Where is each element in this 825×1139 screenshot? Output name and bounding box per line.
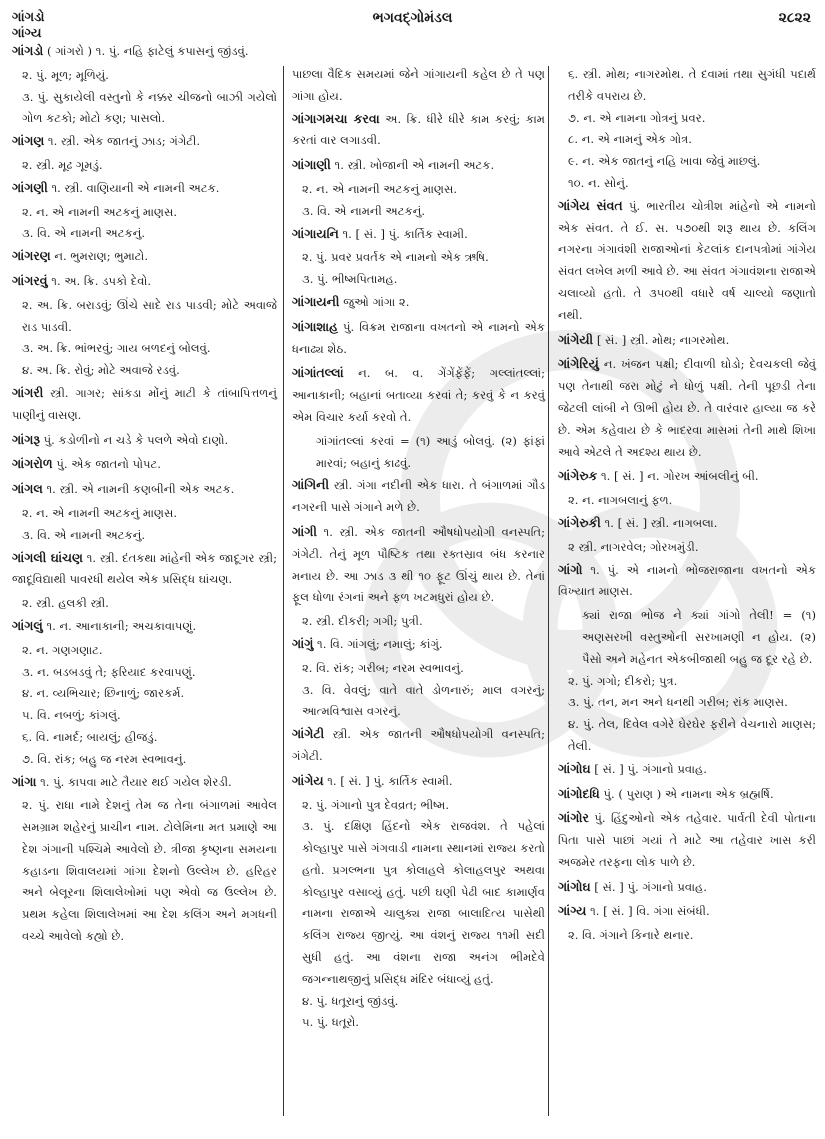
dictionary-entry	[558, 329, 816, 352]
definition-text: ૧. [ સં. ] પું. કાર્તિક સ્વામી.	[327, 773, 453, 788]
dictionary-entry	[292, 108, 545, 153]
definition-text: ૧. [ સં. ] સ્ત્રી. નાગબલા.	[604, 515, 718, 530]
definition-text: પું. વિક્રમ રાજાના વખતનો એ નામનો એક ધનાઢ્ય શેઠ.	[292, 319, 545, 356]
sense-definition: ૪. પું. ધતૂરાનું જીંડવું.	[302, 993, 399, 1008]
definition-text: ૧. પું. કાપવા માટે તૈયાર થઈ ગયેલ શેરડી.	[40, 774, 232, 789]
definition-text: [ સં. ] પું. ગંગાનો પ્રવાહ.	[594, 761, 707, 776]
definition-text: પું. કડોળીનો ન ચડે કે પલળે એવો દાણો.	[43, 432, 229, 447]
headword: ગાંગેટી	[292, 726, 325, 742]
dictionary-entry	[558, 876, 816, 899]
definition-text: ૧. સ્ત્રી. એક જાતનું ઝાડ; ગંગેટી.	[47, 134, 201, 149]
sense-definition: ૩. પું. ભીષ્મપિતામહ.	[302, 272, 398, 287]
definition-text: પું. એક જાતનો પોપટ.	[56, 457, 161, 472]
dictionary-entry	[558, 559, 816, 604]
continued-paragraph: પાછલા વૈદિક સમયમાં જેને ગાંગાયની કહેલ છે તે પણ ગાંગા હોય.	[292, 67, 545, 103]
headword: ગાંગરોળ	[12, 456, 53, 472]
definition-text: ૧. [ સં. ] પું. કાર્તિક સ્વામી.	[342, 226, 468, 241]
sense-definition: ૩. પું. તન, મન અને ધનથી ગરીબ; રાંક માણસ.	[568, 695, 788, 710]
sense-definition: ૨. વિ. ગંગાને કિનારે થનાર.	[568, 928, 694, 943]
sense-definition: ૩. વિ. એ નામની અટકનું.	[302, 203, 426, 218]
sense-definition: ૨. સ્ત્રી. દીકરી; ગગી; પુત્રી.	[302, 614, 423, 629]
headword: ગાંગેય	[292, 772, 324, 788]
column-3	[558, 64, 816, 947]
dictionary-entry	[292, 474, 545, 519]
column-divider	[548, 66, 549, 1116]
definition-text: જુઓ ગાંગા ૨.	[343, 294, 410, 309]
headword: ગાંગેરિયું	[558, 356, 599, 372]
dictionary-entry	[292, 154, 545, 177]
dictionary-entry	[292, 521, 545, 609]
sense-definition: ૨. ન. એ નામની અટકનું માણસ.	[22, 505, 178, 520]
headword: ગાંગલ	[12, 481, 43, 497]
definition-text: પું. ( પુરાણ ) એ નામના એક બ્રહ્મર્ષિ.	[603, 786, 774, 801]
headword: ગાંગોર	[558, 810, 589, 826]
headword: ગાંગરવું	[12, 272, 48, 288]
definition-text: ૧. સ્ત્રી. એ નામની કણબીની એક અટક.	[46, 482, 235, 497]
definition-text: પું. હિંદુઓનો એક તહેવાર. પાર્વતી દેવી પોતાના પિતા પાસે પાછાં ગયાં તે માટે આ તહેવાર ખાસ કરી અજમેર તરફના લોક પાળે છે.	[558, 811, 817, 869]
definition-text: ૧. સ્ત્રી. ખોજાની એ નામની અટક.	[334, 158, 495, 173]
sense-definition: ૨. પું. ગગો; દીકરો; પુત્ર.	[568, 673, 678, 688]
sense-definition: ૨. અ. ક્રિ. બરાડવું; ઊંચે સાદે રાડ પાડવી; મોટે અવાજે રાડ પાડવી.	[22, 297, 277, 334]
sense-definition: ૪. અ. ક્રિ. રોવું; મોટે અવાજે રડવું.	[22, 363, 180, 378]
headword: ગાંગડો	[12, 43, 44, 58]
definition-text: ૧. ન. આનાકાની; અચકાવાપણું.	[46, 618, 197, 633]
dictionary-entry	[12, 771, 277, 794]
dictionary-entry	[12, 245, 277, 268]
headword: ગાંગલું	[12, 617, 43, 633]
dictionary-entry	[12, 615, 277, 638]
headword: ગાંગેયી	[558, 331, 594, 347]
dictionary-entry	[558, 783, 816, 806]
headword: ગાંગોઘ	[558, 760, 591, 776]
headword: ગાંગ્ય	[558, 903, 587, 919]
dictionary-entry	[292, 633, 545, 656]
dictionary-entry	[558, 900, 816, 923]
headword: ગાંગિની	[292, 477, 330, 493]
page-header	[0, 0, 825, 40]
sense-definition: ૯. ન. એક જાતનું નહિ ખાવા જેવું માછલું.	[568, 154, 761, 169]
sense-definition: ૨. વિ. રાંક; ગરીબ; નરમ સ્વભાવનું.	[302, 660, 464, 675]
page-number: ૨૮૨૨	[778, 10, 811, 26]
idiom-usage: ગાંગાંતલ્લાં કરવાં = (૧) આડું બોલવું. (૨) ફાંફાં મારવાં; બહાનું કાઢવું.	[316, 433, 545, 470]
sense-definition: ૩. અ. ક્રિ. ભાંભરવું; ગાય બળદનું બોલવું.	[22, 341, 211, 356]
definition-text: અ. ક્રિ. ધીરે ધીરે કામ કરવું; કામ કરતાં વાર લગાડવી.	[292, 111, 545, 148]
dictionary-entry	[558, 353, 816, 463]
headword: ગાંગાયની	[292, 293, 340, 309]
definition-text: સ્ત્રી. ગાગર; સાંકડા મોંનું માટી કે તાંબાપિત્તળનું પાણીનું વાસણ.	[12, 385, 277, 422]
dictionary-entry	[12, 547, 277, 592]
headword: ગાંગરી	[12, 384, 44, 400]
definition-text: ન. ખંજન પક્ષી; દીવાળી ઘોડો; દેવચકલી જેવું પણ તેનાથી જરા મોટું ને ધોળું પક્ષી. તેની પૂછડી તેના જેટલી લાંબી ને ઊભી હોય છે. તે વારંવાર હાલ્યા જ કરે છે. એમ કહેવાય છે કે ભાદરવા માસમાં તેની માથે શિખા આવે એટલે તે અદશ્ય થાય છે.	[558, 357, 817, 459]
sense-definition: ૩. ન. બડબડવું તે; ફરિયાદ કરવાપણું.	[22, 664, 196, 679]
headword: ગાંગેરુક	[558, 468, 598, 484]
dictionary-entry	[12, 478, 277, 501]
sense-definition: ૨ સ્ત્રી. નાગરવેલ; ગોરખમુંડી.	[568, 539, 699, 554]
sense-definition: ૩. વિ. એ નામની અટકનું.	[22, 527, 146, 542]
definition-text: ન. બ. વ. ગેંગેંફેંફેં; ગલ્લાંતલ્લાં; આનાકાની; બહાનાં બતાવ્યા કરવાં તે; કરવું કે ન કરવું એમ વિચાર કર્યા કરવો તે.	[292, 366, 546, 424]
idiom-usage: ક્યાં રાજા ભોજ ને ક્યાં ગાંગો તેલી! = (૧) અણસરખી વસ્તુઓની સરખામણી ન હોય. (૨) પૈસો અને મહેનત એકબીજાથી બહુ જ દૂર રહે છે.	[582, 608, 816, 666]
dictionary-entry	[12, 429, 277, 452]
column-2	[292, 64, 545, 1034]
headword: ગાંગેય સંવત	[558, 197, 623, 213]
sense-definition: ૨. ન. ગણગણાટ.	[22, 642, 103, 657]
definition-text: ૧. સ્ત્રી. વાણિયાની એ નામની અટક.	[51, 180, 220, 195]
definition-text: [ સં. ] પું. ગંગાનો પ્રવાહ.	[594, 879, 707, 894]
headword: ગાંગેરુકી	[558, 514, 601, 530]
sense-definition: ૪. ન. વ્યભિચાર; છિનાળું; જારકર્મ.	[22, 686, 185, 701]
sense-definition: ૨. ન. નાગબલાનું ફળ.	[568, 493, 673, 508]
dictionary-entry	[292, 291, 545, 314]
headword: ગાંગાશાહ	[292, 318, 338, 334]
headword: ગાંગાગમચા કરવા	[292, 110, 380, 126]
headword: ગાંગી	[292, 523, 317, 539]
sense-definition: ૩. પું. દક્ષિણ હિંદનો એક રાજવંશ. તે પહેલાં કોલ્હાપુર પાસે ગંગવાડી નામના સ્થાનમાં રાજ્ય કરતો હતો. પ્રગલ્ભના પુત્ર કોલાહલે કોલાહલપુર અથવા કોલ્હાપુર વસાવ્યું હતું. પછી ઘણી પેઢી બાદ કામાર્ણવ નામના રાજાએ ચાલુક્ય રાજા બાલાદિત્ય પાસેથી કલિંગ રાજ્ય જીત્યું. આ વંશનું રાજ્ય ૧૧મી સદી સુધી હતું. આ વંશના રાજા અનંગ ભીમદેવે જગન્નાથજીનું પ્રસિદ્ધ મંદિર બંધાવ્યું હતું.	[302, 819, 545, 986]
definition-text: ૧. વિ. ગાંગલું; નમાલું; કાંગું.	[317, 636, 443, 651]
definition-text: [ સં. ] સ્ત્રી. મોથ; નાગરમોથ.	[596, 332, 730, 347]
definition-text: ૧. સ્ત્રી. એક જાતની ઔષધોપયોગી વનસ્પતિ; ગંગેટી. તેનું મૂળ પૌષ્ટિક તથા રક્તસ્રાવ બંધ કરનાર મનાય છે. આ ઝાડ ૩ થી ૧૦ ફૂટ ઊંચું થાય છે. તેનાં ફૂલ ધોળા રંગનાં અને ફળ ખટમધુરાં હોય છે.	[292, 524, 546, 605]
dictionary-entry	[558, 195, 816, 327]
column-divider	[283, 66, 284, 1116]
sense-definition: ૨. સ્ત્રી. હલકી સ્ત્રી.	[22, 596, 109, 611]
headword: ગાંગણ	[12, 133, 45, 149]
sense-definition: ૨. પું. રાધા નામે દેશનું તેમ જ તેના બંગાળમાં આવેલ સમગ્રામ શહેરનું પ્રાચીન નામ. ટોલેમિના મત પ્રમાણે આ દેશ ગંગાની પશ્ચિમે આવેલો છે. ત્રીજા કૃષ્ણના સમયના કહાડના શિવાલયમાં ગાંગા દેશનો ઉલ્લેખ છે. હરિહર અને બેલૂરના શિલાલેખોમાં પણ એવો જ ઉલ્લેખ છે. પ્રથમ કહેલા શિલાલેખમાં આ દેશ કલિંગ અને મગધની વચ્ચે આવેલો કહ્યો છે.	[22, 798, 277, 944]
headword: ગાંગરૂ	[12, 431, 40, 447]
guide-word-first: ગાંગડો	[12, 10, 45, 25]
dictionary-entry	[12, 130, 277, 153]
sense-definition: ૨. ન. એ નામની અટકનું માણસ.	[302, 181, 458, 196]
definition-text: ૧. [ સં. ] વિ. ગંગા સંબંધી.	[590, 904, 710, 919]
dictionary-entry	[558, 465, 816, 488]
dictionary-entry	[12, 177, 277, 200]
sense-definition: ૨. ન. એ નામની અટકનું માણસ.	[22, 204, 178, 219]
headword: ગાંગાયનિ	[292, 225, 339, 241]
definition-text: ૧. [ સં. ] ન. ગોરખ આંબલીનું બી.	[601, 469, 759, 484]
definition-text: પું. ભારતીય ચોત્રીશ માંહેનો એ નામનો એક સંવત. તે ઈ. સ. ૫૭૦થી શરૂ થાય છે. કલિંગ નગરના ગંગાવંશી રાજાઓનાં કેટલાંક દાનપત્રોમાં ગાંગેય સંવત લખેલ મળી આવે છે. આ સંવત ગંગાવંશના રાજાએ ચલાવ્યો હતો. તે ૩૫૦થી વધારે વર્ષ ચાલ્યો જણાતો નથી.	[558, 198, 816, 322]
headword: ગાંગો	[558, 561, 583, 577]
dictionary-entry	[558, 758, 816, 781]
guide-word-last: ગાંગ્ય	[12, 26, 42, 41]
dictionary-entry	[558, 807, 816, 873]
page-title: ભગવદ્ગોમંડલ	[372, 10, 453, 26]
headword: ગાંગાણી	[292, 157, 331, 173]
headword: ગાંગોઘ	[558, 878, 591, 894]
definition-text: ૧. પું. એ નામનો ભોજરાજાના વખતનો એક વિખ્યાત માણસ.	[558, 562, 817, 599]
definition-text: ( ગાંગરો ) ૧. પું. નહિ ફાટેલું કપાસનું જીંડવું.	[47, 44, 249, 58]
sense-definition: ૩. પું. સુકાયેલી વસ્તુનો કે નક્કર ચીજનો બાઝી ગયેલો ગોળ કટકો; મોટો કણ; પાસલો.	[22, 89, 277, 126]
sense-definition: ૩. વિ. એ નામની અટકનું.	[22, 226, 146, 241]
sense-definition: ૪. પું. તેલ, દિવેલ વગેરે ઘેરઘેર ફરીને વેચનારો માણસ; તેલી.	[568, 717, 816, 753]
sense-definition: ૨. પું. મૂળ; મૂળિયું.	[22, 67, 109, 82]
dictionary-entry	[292, 316, 545, 361]
definition-text: ૧. સ્ત્રી. દંતકથા માંહેની એક જાદૂગર સ્ત્રી; જાદૂવિદ્યાથી પાવરધી થયેલ એક પ્રસિદ્ધ ઘાંચણ.	[12, 550, 277, 587]
sense-definition: ૧૦. ન. સોનું.	[568, 175, 629, 190]
dictionary-entry	[12, 270, 277, 293]
dictionary-entry	[12, 453, 277, 476]
dictionary-entry	[558, 512, 816, 535]
column-1	[12, 40, 277, 948]
dictionary-entry	[292, 223, 545, 246]
headword: ગાંગોદધિ	[558, 785, 600, 801]
dictionary-entry	[292, 362, 545, 428]
dictionary-entry	[292, 770, 545, 793]
sense-definition: ૫. પું. ધતૂરો.	[302, 1015, 360, 1030]
headword: ગાંગાંતલ્લાં	[292, 365, 344, 381]
sense-definition: ૨. પું. ગંગાનો પુત્ર દેવવ્રત; ભીષ્મ.	[302, 797, 450, 812]
sense-definition: ૨. પું. પ્રવર પ્રવર્તક એ નામનો એક ઋષિ.	[302, 250, 489, 265]
headword: ગાંગું	[292, 635, 314, 651]
definition-text: ૧. અ. ક્રિ. ડપકો દેવો.	[51, 273, 152, 288]
sense-definition: ૨. સ્ત્રી. મૂઢ ગૂમડું.	[22, 157, 103, 172]
sense-definition: ૬. સ્ત્રી. મોથ; નાગરમોથ. તે દવામાં તથા સુગંધી પદાર્થ તરીકે વપરાય છે.	[568, 67, 816, 103]
headword: ગાંગા	[12, 773, 37, 789]
headword: ગાંગરણ	[12, 248, 51, 264]
sense-definition: ૫. વિ. નબળું; કાંગલું.	[22, 708, 121, 723]
dictionary-entry	[292, 723, 545, 768]
sense-definition: ૩. વિ. વેવલું; વાતે વાતે ડોળનારું; માલ વગરનું; આત્મવિશ્વાસ વગરનું.	[302, 682, 545, 719]
sense-definition: ૭. ન. એ નામના ગોત્રનું પ્રવર.	[568, 110, 706, 125]
headword: ગાંગણી	[12, 179, 48, 195]
sense-definition: ૭. વિ. રાંક; બહુ જ નરમ સ્વભાવનું.	[22, 751, 187, 766]
sense-definition: ૬. વિ. નામર્દ; બાયલું; હીજડું.	[22, 729, 158, 744]
definition-text: સ્ત્રી. એક જાતની ઔષધોપયોગી વનસ્પતિ; ગંગેટી.	[292, 727, 546, 763]
headword: ગાંગલી ઘાંચણ	[12, 549, 83, 565]
dictionary-entry	[12, 382, 277, 427]
definition-text: ન. ભુમરાણ; ભુમાટો.	[54, 249, 149, 264]
sense-definition: ૮. ન. એ નામનું એક ગોત્ર.	[568, 132, 692, 147]
definition-text: સ્ત્રી. ગંગા નદીની એક ધારા. તે બંગાળમાં ગૌડ નગરની પાસે ગંગાને મળે છે.	[292, 478, 545, 515]
dictionary-entry	[12, 40, 277, 63]
